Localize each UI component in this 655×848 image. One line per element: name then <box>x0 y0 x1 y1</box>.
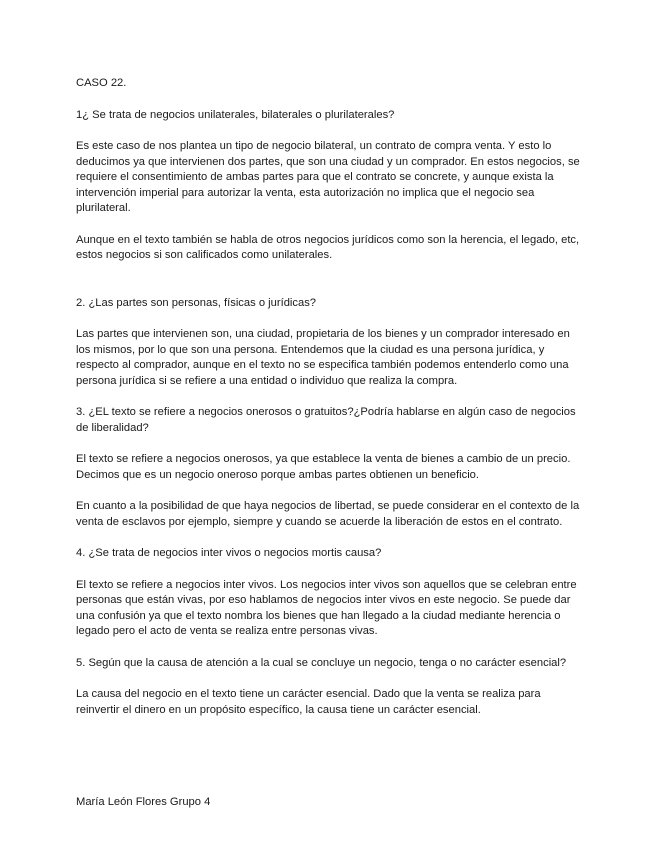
answer-2-paragraph-1: Las partes que intervienen son, una ciudad, propietaria de los bienes y un comprador interesado en los mismos, por lo que son una persona. Entendemos que la ciudad es una persona jurídica, y respecto al comprador, aunque en el texto no se especifica también podemos entenderlo como una persona jurídica si se refiere a una entidad o individuo que realiza la compra. <box>76 328 570 387</box>
answer-3-paragraph-1: El texto se refiere a negocios onerosos, ya que establece la venta de bienes a cambio de un precio. Decimos que es un negocio oneroso porque ambas partes obtienen un beneficio. <box>76 453 571 481</box>
answer-3-paragraph-2: En cuanto a la posibilidad de que haya negocios de libertad, se puede considerar en el contexto de la venta de esclavos por ejemplo, siempre y cuando se acuerde la liberación de estos en el contrato. <box>76 500 580 528</box>
question-4: 4. ¿Se trata de negocios inter vivos o negocios mortis causa? <box>76 547 382 559</box>
author-footer: María León Flores Grupo 4 <box>76 796 211 808</box>
answer-5-paragraph-1: La causa del negocio en el texto tiene un carácter esencial. Dado que la venta se realiza para reinvertir el dinero en un propósito específico, la causa tiene un carácter esencial. <box>76 688 541 716</box>
answer-1-paragraph-2: Aunque en el texto también se habla de otros negocios jurídicos como son la herencia, el legado, etc, estos negocios si son calificados como unilaterales. <box>76 233 580 261</box>
question-2: 2. ¿Las partes son personas, físicas o jurídicas? <box>76 296 317 309</box>
question-5: 5. Según que la causa de atención a la cual se concluye un negocio, tenga o no carácter esencial? <box>76 656 567 669</box>
question-3: 3. ¿EL texto se refiere a negocios onerosos o gratuitos?¿Podría hablarse en algún caso de negocios de liberalidad? <box>76 406 576 434</box>
answer-4-paragraph-1: El texto se refiere a negocios inter vivos. Los negocios inter vivos son aquellos que se celebran entre personas que están vivas, por eso hablamos de negocios inter vivos en este negocio. Se puede dar una confusión ya que el texto nombra los bienes que han llegado a la ciudad mediante herencia o legado pero el acto de venta se realiza entre personas vivas. <box>76 578 577 637</box>
question-1: 1¿ Se trata de negocios unilaterales, bilaterales o plurilaterales? <box>76 108 395 121</box>
answer-1-paragraph-1: Es este caso de nos plantea un tipo de negocio bilateral, un contrato de compra venta. Y esto lo deducimos ya que intervienen dos partes, que son una ciudad y un comprador. En estos negocios, se requiere el consentimiento de ambas partes para que el contrato se concrete, y aunque exista la intervención imperial para autorizar la venta, esta autorización no implica que el negocio sea plurilateral. <box>76 140 580 214</box>
document-title: CASO 22. <box>76 77 127 89</box>
